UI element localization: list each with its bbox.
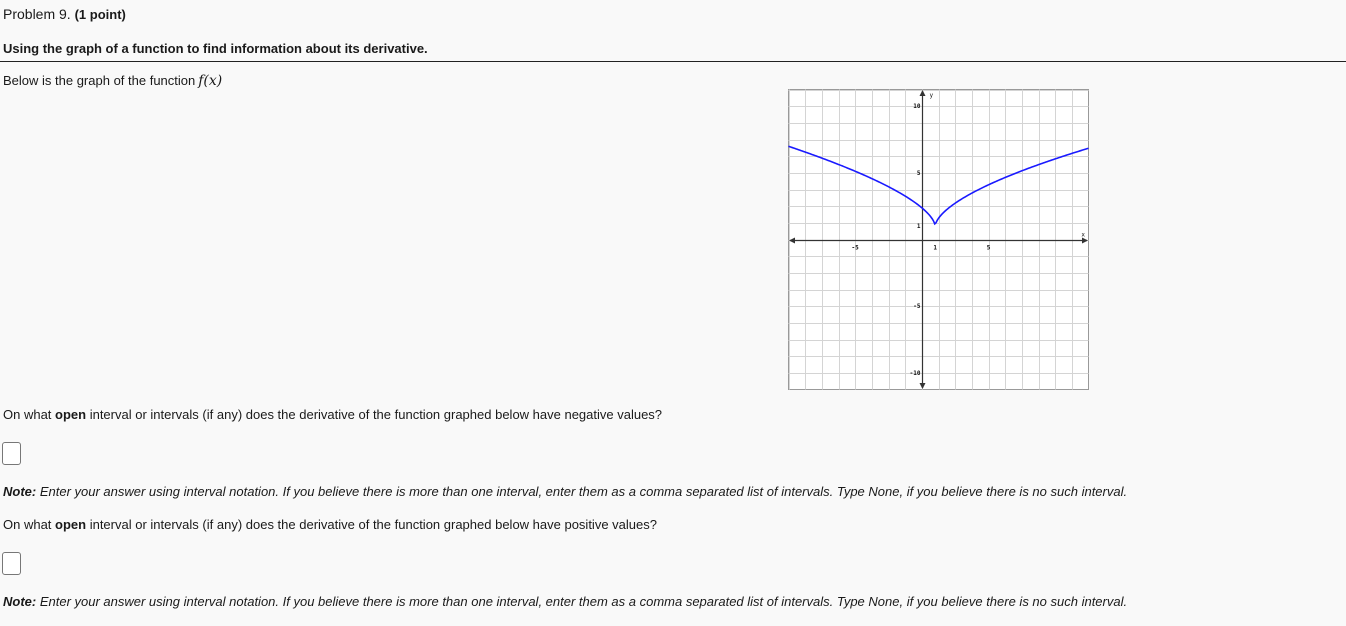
x-axis-label: x [1081,231,1085,239]
problem-points: (1 point) [74,7,126,22]
question-suffix: interval or intervals (if any) does the derivative of the function graphed below have negative values? [86,407,663,422]
note-negative [3,484,1127,499]
intro-label: Below is the graph of the function [3,73,196,88]
problem-header [3,6,126,22]
y-tick-label: -10 [909,369,921,377]
note-positive [3,594,1127,609]
answer-input-negative[interactable] [2,442,21,465]
question-emphasis: open [55,517,87,532]
problem-number: Problem 9. [3,6,71,22]
y-tick-label: 10 [913,103,921,111]
question-prefix: On what [3,517,56,532]
question-negative [3,407,662,422]
y-tick-label: 1 [916,223,921,231]
note-label: Note: [3,594,37,609]
problem-subtitle: Using the graph of a function to find information about its derivative. [3,41,428,56]
graph-background [789,90,1089,390]
note-text: Enter your answer using interval notation. If you believe there is more than one interval, enter them as a comma separated list of intervals. Type None, if you believe there is no such interval. [36,484,1128,499]
question-suffix: interval or intervals (if any) does the derivative of the function graphed below have positive values? [86,517,657,532]
function-label: f(x) [198,73,223,89]
note-label: Note: [3,484,37,499]
divider [0,61,1346,62]
x-tick-label: -5 [851,244,859,252]
function-graph [788,89,1089,390]
answer-input-positive[interactable] [2,552,21,575]
x-tick-label: 1 [933,244,937,252]
y-tick-label: 5 [916,169,921,177]
x-tick-label: 5 [986,244,991,252]
note-text: Enter your answer using interval notation. If you believe there is more than one interval, enter them as a comma separated list of intervals. Type None, if you believe there is no such interval. [36,594,1128,609]
question-positive [3,517,657,532]
y-tick-label: -5 [913,303,921,311]
y-axis-label: y [929,92,934,99]
intro-text [3,73,222,89]
question-prefix: On what [3,407,56,422]
graph-svg [788,89,1089,390]
question-emphasis: open [55,407,87,422]
